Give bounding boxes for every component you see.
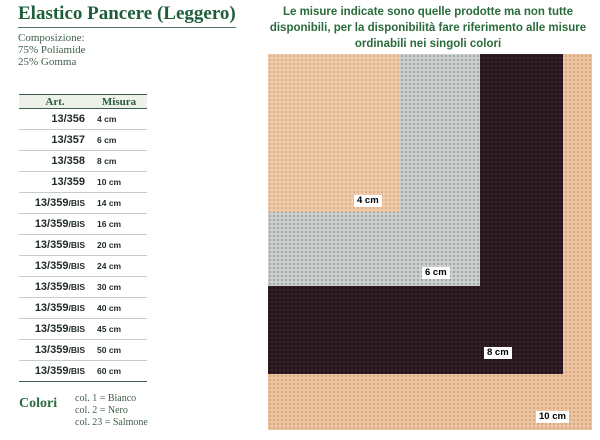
table-row [19,151,147,172]
article-measure: 16 cm [91,214,147,235]
article-measure: 4 cm [91,109,147,130]
article-measure: 50 cm [91,340,147,361]
article-suffix: /BIS [68,366,85,376]
table-row [19,361,147,382]
label-4cm: 4 cm [354,195,382,207]
article-number: 13/359 [34,218,69,230]
article-suffix: /BIS [68,345,85,355]
article-code [19,151,91,172]
title-divider [18,27,236,28]
header-art: Art. [19,95,91,109]
article-number: 13/359 [34,365,69,377]
label-8cm: 8 cm [484,347,512,359]
article-number: 13/359 [34,260,69,272]
colors-title: Colori [19,396,58,411]
article-number: 13/359 [34,323,69,335]
article-measure: 10 cm [91,172,147,193]
article-number: 13/359 [34,302,69,314]
article-measure: 8 cm [91,151,147,172]
article-measure: 14 cm [91,193,147,214]
composition-label: Composizione: [18,32,85,44]
article-code [19,235,91,256]
article-code [19,340,91,361]
composition-line-2: 25% Gomma [18,56,77,68]
article-code [19,319,91,340]
article-number: 13/359 [34,197,69,209]
article-number: 13/358 [51,155,85,167]
availability-notice: Le misure indicate sono quelle prodotte ma non tutte disponibili, per la disponibilità fare riferimento alle misure ordinabili nei singoli colori [269,6,587,50]
article-code [19,277,91,298]
article-measure: 24 cm [91,256,147,277]
color-item: col. 1 = Bianco [75,393,137,404]
table-row [19,277,147,298]
table-row [19,298,147,319]
article-code [19,298,91,319]
table-row [19,235,147,256]
article-code [19,193,91,214]
color-item: col. 2 = Nero [75,405,128,416]
article-number: 13/356 [51,113,85,125]
table-row [19,172,147,193]
table-row [19,214,147,235]
article-measure: 6 cm [91,130,147,151]
article-code [19,109,91,130]
article-suffix: /BIS [68,324,85,334]
label-6cm: 6 cm [422,267,450,279]
article-number: 13/359 [34,239,69,251]
article-measure: 20 cm [91,235,147,256]
composition-line-1: 75% Poliamide [18,44,86,56]
article-measure: 30 cm [91,277,147,298]
table-row [19,340,147,361]
article-suffix: /BIS [68,240,85,250]
article-number: 13/359 [51,176,85,188]
table-row [19,193,147,214]
article-table [19,94,147,382]
article-suffix: /BIS [68,282,85,292]
table-header-row [19,95,147,109]
article-measure: 60 cm [91,361,147,382]
article-code [19,256,91,277]
table-row [19,130,147,151]
table-row [19,256,147,277]
table-row [19,319,147,340]
article-suffix: /BIS [68,303,85,313]
article-suffix: /BIS [68,198,85,208]
article-measure: 40 cm [91,298,147,319]
article-number: 13/357 [51,134,85,146]
header-misura: Misura [91,95,147,109]
composition-block [18,32,86,68]
article-number: 13/359 [34,344,69,356]
page-title: Elastico Pancere (Leggero) [18,3,236,24]
colors-list [75,393,148,429]
label-10cm: 10 cm [536,411,569,423]
article-code [19,130,91,151]
article-code [19,172,91,193]
article-measure: 45 cm [91,319,147,340]
band-4cm-salmon [268,54,400,212]
article-code [19,361,91,382]
article-number: 13/359 [34,281,69,293]
elastic-sample-photo [268,54,592,430]
article-code [19,214,91,235]
article-suffix: /BIS [68,219,85,229]
article-suffix: /BIS [68,261,85,271]
color-item: col. 23 = Salmone [75,417,148,428]
table-row [19,109,147,130]
